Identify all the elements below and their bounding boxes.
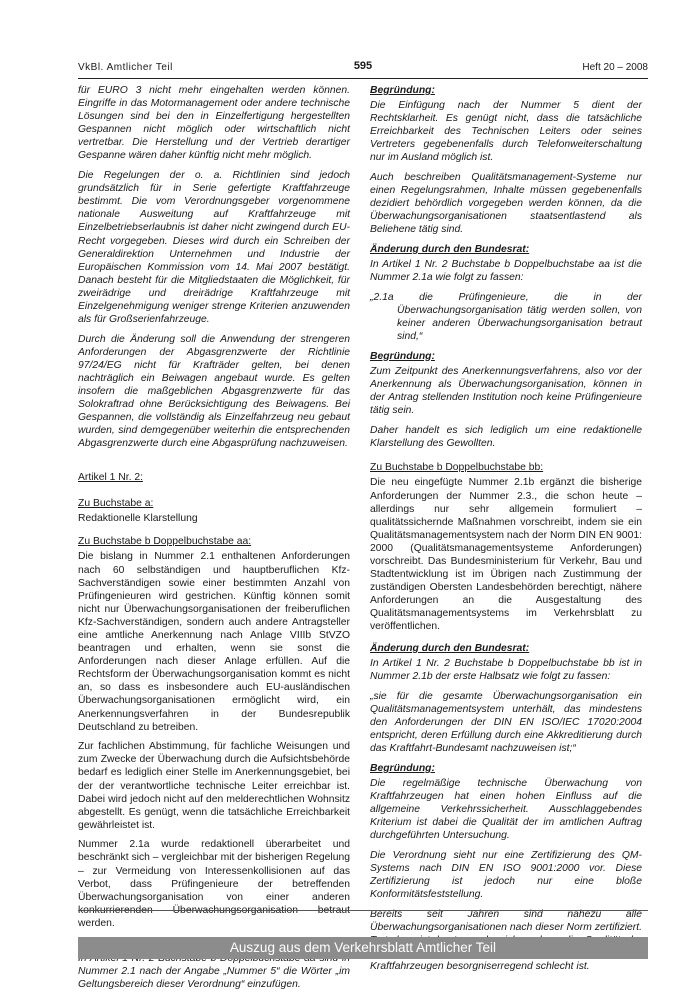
subheading: Zu Buchstabe b Doppelbuchstabe aa: [78, 536, 252, 548]
rationale-heading: Begründung: [370, 762, 435, 774]
subheading: Zu Buchstabe a: [78, 497, 154, 509]
paragraph: Die Einfügung nach der Nummer 5 dient der Rechtsklarheit. Es genügt nicht, dass die tatsächliche Erreichbarkeit des Technischen Leiters oder seines Vertreters gegebenenfalls durch Telefonweiterschaltung nur im Ausland möglich ist. [370, 100, 642, 164]
paragraph: Die regelmäßige technische Überwachung von Kraftfahrzeugen hat einen hohen Einfluss auf die allgemeine Verkehrssicherheit. Ausschlaggebendes Kriterium ist dabei die Qualität der im amtlichen Auftrag durchgeführten Untersuchung. [370, 777, 642, 842]
paragraph: Die neu eingefügte Nummer 2.1b ergänzt die bisherige Anforderungen der Nummer 2.3., die schon heute – allerdings nur sehr allgemein formuliert – qualitätssichernde Maßnahmen vorschreibt, indem sie ein Qualitätsmanagementsystem nach der Norm DIN EN 9001: 2000 (Qualitätsmanagementsysteme Anforderungen) vorschreibt. Das Bundesministerium für Verkehr, Bau und Stadtentwicklung ist im Übrigen nach Zustimmung der zuständigen Obersten Landesbehörden berechtigt, nähere Anforderungen an die Ausgestaltung des Qualitätsmanagementsystems im Verkehrsblatt zu veröffentlichen. [370, 477, 642, 633]
paragraph: Zur fachlichen Abstimmung, für fachliche Weisungen und zum Zwecke der Überwachung durch die Aufsichtsbehörde bedarf es lediglich einer Stelle im Anerkennungsgebiet, bei der der verantwortliche technische Leiter erreichbar ist. Dabei wird jedoch nicht auf den melderechtlichen Wohnsitz abgestellt. Es genügt, wenn die tatsächliche Erreichbarkeit gewährleistet ist. [78, 741, 350, 831]
paragraph: Die Verordnung sieht nur eine Zertifizierung des QM-Systems nach DIN EN ISO 9001:2000 vor. Diese Zertifizierung ist jedoch nur eine bloße Konformitätsfeststellung. [370, 849, 642, 901]
subheading: Zu Buchstabe b Doppelbuchstabe bb: [370, 462, 544, 474]
paragraph: Die Regelungen der o. a. Richtlinien sind jedoch grundsätzlich für in Serie gefertigte Kraftfahrzeuge bestimmt. Die vom Verordnungsgeber vorgenommene nationale Ausweitung auf Kraftfahrzeuge mit Einzelbetriebserlaubnis ist daher nicht zwingend durch EU-Recht vorgegeben. Dieses wird durch ein Schreiben der Generaldirektion Unternehmen und Industrie der Europäischen Kommission vom 14. Mai 2007 bestätigt. Danach besteht für die Mitgliedstaaten die Möglichkeit, für zweirädrige und dreirädrige Kraftfahrzeuge mit Einzelgenehmigung weniger strenge Kriterien anzuwenden als für Großserienfahrzeuge. [78, 170, 350, 326]
paragraph: In Artikel 1 Nr. 2 Buchstabe b Doppelbuchstabe bb ist in Nummer 2.1b der erste Halbsatz wie folgt zu fassen: [370, 658, 642, 683]
section-heading-artikel: Artikel 1 Nr. 2: [78, 472, 143, 484]
paragraph: Daher handelt es sich lediglich um eine redaktionelle Klarstellung des Gewollten. [370, 424, 642, 449]
page-header [78, 60, 648, 76]
paragraph: Redaktionelle Klarstellung [78, 512, 198, 524]
paragraph: Durch die Änderung soll die Anwendung der strengeren Anforderungen der Abgasgrenzwerte der Richtlinie 97/24/EG nicht für Krafträder gelten, bei denen nachträglich ein Beiwagen angebaut wurde. Es gelten insofern die maßgeblichen Abgasgrenzwerte für das Solokraftrad ohne Berücksichtigung des Beiwagens. Bei Gespannen, die vollständig als Einzelfahrzeug neu gebaut wurden, sind demgegenüber weiterhin die entsprechenden Abgasgrenzwerte durch eine Abgasprüfung nachzuweisen. [78, 333, 350, 450]
paragraph: Auch beschreiben Qualitätsmanagement-Systeme nur einen Regelungsrahmen, Inhalte müssen gegebenenfalls dezidiert behördlich vorgegeben werden können, da die Überwachungsorganisationen staatsentlastend als Beliehene tätig sind. [370, 172, 642, 236]
page-number: 595 [353, 60, 373, 72]
issue-label: Heft 20 – 2008 [582, 62, 648, 73]
paragraph: Bereits seit Jahren sind nahezu alle Überwachungsorganisationen nach dieser Norm zertifiziert. Kraftfahrzeugen besorgniserregend schlecht ist. [370, 908, 642, 973]
amendment-heading: Änderung durch den Bundesrat: [370, 643, 530, 655]
rationale-heading: Begründung: [370, 85, 435, 96]
left-column [78, 84, 350, 997]
right-column [370, 84, 642, 980]
amendment-heading: Änderung durch den Bundesrat: [370, 244, 530, 256]
paragraph: Nummer 2.1 nach der Angabe „Nummer 5“ die Wörter „im Geltungsbereich dieser Verordnung“ einzufügen. [78, 965, 350, 990]
footer-banner: Auszug aus dem Verkehrsblatt Amtlicher Teil [78, 937, 648, 959]
paragraph: Die bislang in Nummer 2.1 enthaltenen Anforderungen nach 60 selbständigen und hauptberuflichen Kfz-Sachverständigen sowie einer bestimmten Anzahl von Prüfingenieuren wird gestrichen. Künftig können somit nicht nur Überwachungsorganisationen der freiberuflichen Kfz-Sachverständigen, sondern auch andere Antragsteller eine amtliche Anerkennung nach Anlage VIIIb StVZO beantragen und erhalten, wenn sie sonst die Anforderungen nach dieser Anlage erfüllen. Auf die Rechtsform der Überwachungsorganisation kommt es nicht an, so dass es insbesondere auch EU-ausländischen Überwachungsorganisationen ermöglicht wird, ein Anerkennungsverfahren in der Bundesrepublik Deutschland zu betreiben. [78, 551, 350, 733]
quoted-provision: „sie für die gesamte Überwachungsorganisation ein Qualitätsmanagementsystem unterhält, das mindestens den Anforderungen der DIN EN ISO/IEC 17020:2004 entspricht, deren Erfüllung durch eine Akkreditierung durch das Kraftfahrt-Bundesamt nachzuweisen ist;“ [370, 690, 642, 755]
paragraph: Nummer 2.1a wurde redaktionell überarbeitet und beschränkt sich – vergleichbar mit der bisherigen Regelung – zur Vermeidung von Interessenkollisionen auf das Verbot, dass Prüfingenieure der betreffenden Überwachungsorganisation von einer anderen konkurrierenden Überwachungsorganisation betraut werden. [78, 839, 350, 929]
paragraph: für EURO 3 nicht mehr eingehalten werden können. Eingriffe in das Motormanagement oder andere technische Lösungen sind bei den in Einzelfertigung hergestellten Gespannen nicht möglich oder wirtschaftlich nicht vertretbar. Die Herstellung und der Vertrieb derartiger Gespanne wären daher künftig nicht mehr möglich. [78, 85, 350, 162]
paragraph: In Artikel 1 Nr. 2 Buchstabe b Doppelbuchstabe aa ist die Nummer 2.1a wie folgt zu fassen: [370, 259, 642, 284]
quoted-provision: „2.1a die Prüfingenieure, die in der Überwachungsorganisation tätig werden sollen, von keiner anderen Überwachungsorganisation betraut sind,“ [370, 291, 642, 343]
footer-rule [78, 910, 648, 911]
journal-title: VkBl. Amtlicher Teil [78, 62, 173, 73]
rationale-heading: Begründung: [370, 350, 435, 362]
header-rule [78, 78, 648, 79]
paragraph: Zum Zeitpunkt des Anerkennungsverfahrens, also vor der Anerkennung als Überwachungsorganisation, können in der Antrag stellenden Institution noch keine Prüfingenieure tätig sein. [370, 365, 642, 417]
